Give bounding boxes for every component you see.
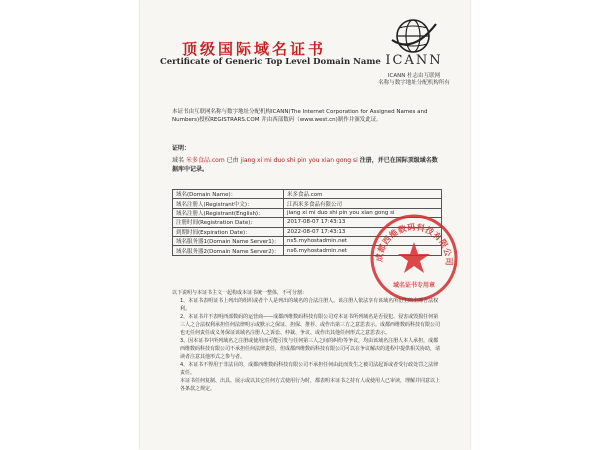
certificate-title-chinese: 顶级国际域名证书: [182, 40, 327, 58]
table-key: 域名(Domain Name)：: [173, 190, 284, 199]
table-value: 2017-08-07 17:43:13: [284, 218, 442, 227]
table-row: [173, 190, 442, 199]
logo-caption-line2: 名称与数字地址分配机构所有: [378, 80, 450, 86]
seal-bottom-text: 域名证书专用章: [392, 282, 436, 289]
table-value: ns6.myhostadmin.net: [284, 246, 442, 255]
table-key: 到期时间(Expiration Date)：: [173, 227, 284, 236]
table-key: 域名服务器2(Domain Name Server2)：: [173, 246, 284, 255]
intro-paragraph: 本证书由互联网名称与数字地址分配机构ICANN(The Internet Corporation for Assigned Names and Numbers)授权REGISTRARS.COM 并由西部数码（www.west.cn)制作并颁发此证。: [172, 109, 428, 123]
table-row: [173, 199, 442, 208]
note-item: 4、本证书不得用于非法目的，成都西维数码科技有限公司不承担任何由此而发生之被司法起诉或者受行政处罚之法律责任。: [180, 362, 439, 376]
note-item: 2、本证书并不表明西部数码的运营商——成都西维数码科技有限公司对本证书所列域名是否侵犯、侵害或毁损任何第三人之合法权利承担任何法律明示或默示之保证、担保、推荐、或作出第三方之意思表示。成都西维数码科技有限公司也无任何责任或义务保证该域名注册人之诉讼、仲裁、争议、或作出其他任何形式之意思表示。: [180, 314, 441, 336]
certification-label: 证明：: [172, 145, 191, 152]
table-key: 注册时间(Registration Date)：: [173, 218, 284, 227]
statement-suffix: 注册，并已在国际顶级域名数据库中记录。: [172, 157, 438, 173]
left-margin: [0, 0, 140, 450]
note-item: 3、因本证书中所列域名之注册或使用而可能引发与任何第三人之间的纠纷等争议，均由该域名注册人本人承担。成都西维数码科技有限公司不承担任何法律责任，但成都西维数码科技有限公司可以在争议解决的进程中提供相关协助，请读者注意其他形式之参与者。: [180, 338, 441, 360]
domain-statement: [172, 156, 442, 174]
table-key: 域名注册人(Registrant(English)：: [173, 208, 284, 217]
table-value: ns5.myhostadmin.net: [284, 236, 442, 245]
statement-registrant: jiang xi mi duo shi pin you xian gong si: [240, 157, 358, 164]
table-value: jiang xi mi duo shi pin you xian gong si: [284, 208, 442, 217]
notes-header: 以下说明与本证书主文一起构成本证书统一整体，不可分割：: [172, 290, 308, 296]
notes-section: [172, 289, 442, 393]
footer-note: 本证书任何复制、出具、展示或以其它任何方式使用行为时，都表明本证书之持有人或使用人已审读，理解并同意以上各条款之规定。: [180, 378, 441, 392]
seal-star-icon: [398, 242, 430, 273]
statement-domain: 米多食品.com: [185, 157, 225, 164]
seal-arc-text: 成都西维数码科技有限公司: [373, 221, 455, 267]
note-item: 1、本证书表明证书上列出的组织或者个人是列出的域名的合法注册人。该注册人依法享有该域名所衍生的全部合法权利。: [180, 298, 439, 312]
table-key: 域名注册人(Registrant中文)：: [173, 199, 284, 208]
statement-middle: 已由: [226, 157, 239, 164]
table-value: 江西米多食品有限公司: [284, 199, 442, 208]
table-value: 米多食品.com: [284, 190, 442, 199]
logo-caption-line1: ICANN 杜志由互联网: [387, 73, 441, 79]
table-key: 域名服务器1(Domain Name Server1)：: [173, 236, 284, 245]
certificate-title-english: Certificate of Generic Top Level Domain Name: [160, 57, 381, 67]
logo-caption: [364, 73, 464, 87]
icann-wordmark: ICANN: [385, 53, 443, 68]
statement-prefix: 域名: [172, 157, 185, 164]
table-value: 2022-08-07 17:43:13: [284, 227, 442, 236]
